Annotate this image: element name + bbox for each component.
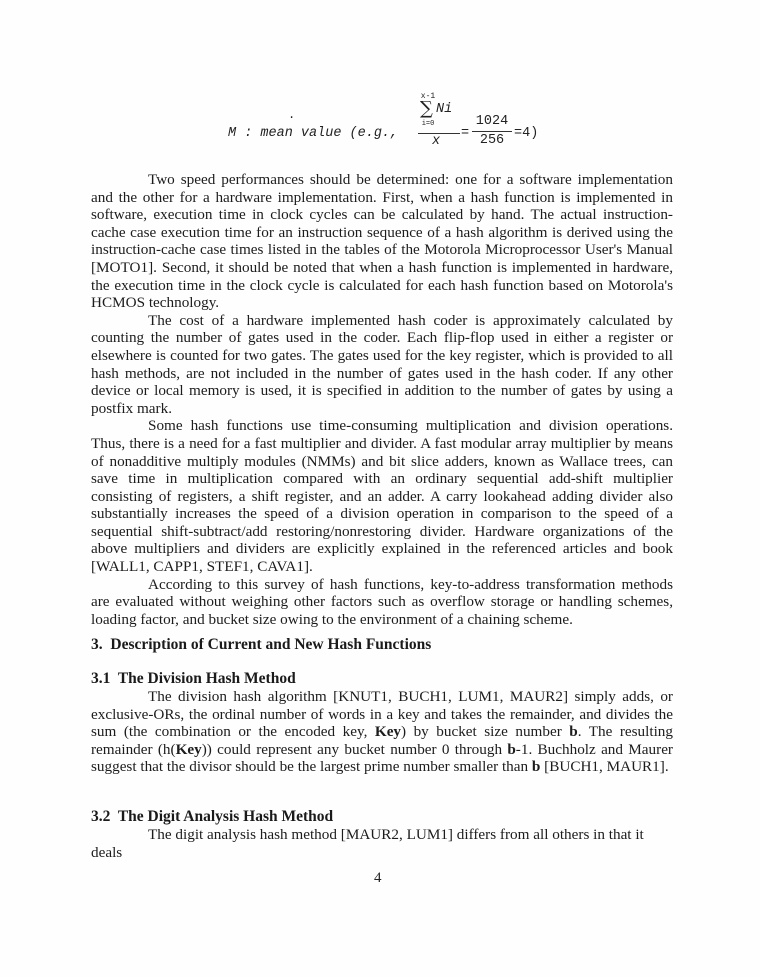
section-3-heading: 3. Description of Current and New Hash Functions — [91, 636, 432, 653]
text-run: [BUCH1, MAUR1]. — [540, 758, 669, 776]
example-fraction — [472, 114, 512, 149]
example-denominator: 256 — [479, 133, 505, 148]
text-run: ) by bucket size number — [401, 723, 570, 741]
page-number: 4 — [374, 870, 382, 886]
sum-denominator: x — [432, 134, 441, 149]
stray-dot: . — [288, 108, 296, 122]
section-3-2-body — [91, 826, 673, 861]
text-run: The division hash algorithm [KNUT1, BUCH1, LUM1, MAUR2] simply adds, or exclusive-ORs, the ordinal number of words in a key and takes the remainder, and divides the sum (the combination or the encoded key, — [91, 688, 673, 741]
bucket-size-var: b — [507, 740, 516, 758]
fraction-bar — [472, 131, 512, 132]
section-3-1-body — [91, 688, 673, 776]
paragraph-digit-analysis: The digit analysis hash method [MAUR2, LUM1] differs from all others in that it deals — [91, 826, 644, 861]
sum-lower-limit: i=0 — [421, 120, 435, 128]
sum-upper-limit: x-1 — [420, 92, 436, 101]
sum-term: Ni — [436, 102, 453, 117]
formula-result: =4) — [514, 126, 539, 141]
section-3-2-heading: 3.2 The Digit Analysis Hash Method — [91, 808, 334, 825]
paragraph-speed-performance: Two speed performances should be determined: one for a software implementation and the other for a hardware implementation. First, when a hash function is implemented in software, execution time in clock cycles can be calculated by hand. The actual instruction-cache case execution time for an instruction sequence of a hash algorithm is derived using the instruction-cache case times listed in the tables of the Motorola Microprocessor User's Manual [MOTO1]. Second, it should be noted that when a hash function is implemented in hardware, the execution time in the clock cycle is calculated for each hash function based on Motorola's HCMOS technology. — [91, 171, 673, 312]
example-numerator: 1024 — [475, 114, 509, 129]
paragraph-hardware-cost: The cost of a hardware implemented hash coder is approximately calculated by counting the number of gates used in the coder. Each flip-flop used in either a register or elsewhere is counted for two gates. The gates used for the key register, which is provided to all hash methods, are not included in the number of gates used in the hash coder. If any other device or local memory is used, it is specified in addition to the number of gates by using a postfix mark. — [91, 311, 673, 417]
formula-lhs: M : mean value (e.g., — [228, 126, 407, 141]
bucket-size-var: b — [531, 758, 541, 776]
mean-value-formula — [228, 90, 608, 150]
paragraph-survey-scope: According to this survey of hash functions, key-to-address transformation methods are evaluated without weighing other factors such as overflow storage or handling schemes, loading factor, and bucket size owing to the environment of a chaining scheme. — [91, 575, 673, 628]
body-paragraphs — [91, 171, 673, 628]
paragraph-multiplier-divider: Some hash functions use time-consuming multiplication and division operations. Thus, there is a need for a fast multiplier and divider. A fast modular array multiplier by means of nonadditive multiply modules (NMMs) and bit slice adders, known as Wallace trees, can save time in multiplication compared with an ordinary sequential add-shift multiplier consisting of registers, a shift register, and an adder. A carry lookahead adding divider also substantially increases the speed of a division operation in comparison to the speed of a sequential shift-subtract/add restoring/nonrestoring divider. Hardware organizations of the above multipliers and dividers are explicitly explained in the referenced articles and book [WALL1, CAPP1, STEF1, CAVA1]. — [91, 417, 673, 576]
equals-sign: = — [461, 126, 470, 141]
sigma-symbol: ∑ — [420, 98, 433, 119]
text-run: )) could represent any bucket number 0 through — [201, 740, 508, 758]
section-3-1-heading: 3.1 The Division Hash Method — [91, 670, 296, 687]
paragraph-division-hash — [91, 688, 673, 776]
text-run: -1. Buchholz and Maurer suggest that the divisor should be the largest prime number smaller than — [91, 740, 673, 776]
key-term: Key — [175, 740, 202, 758]
bucket-size-var: b — [569, 723, 578, 741]
text-run: . The resulting remainder (h( — [91, 723, 673, 758]
key-term: Key — [374, 723, 402, 741]
